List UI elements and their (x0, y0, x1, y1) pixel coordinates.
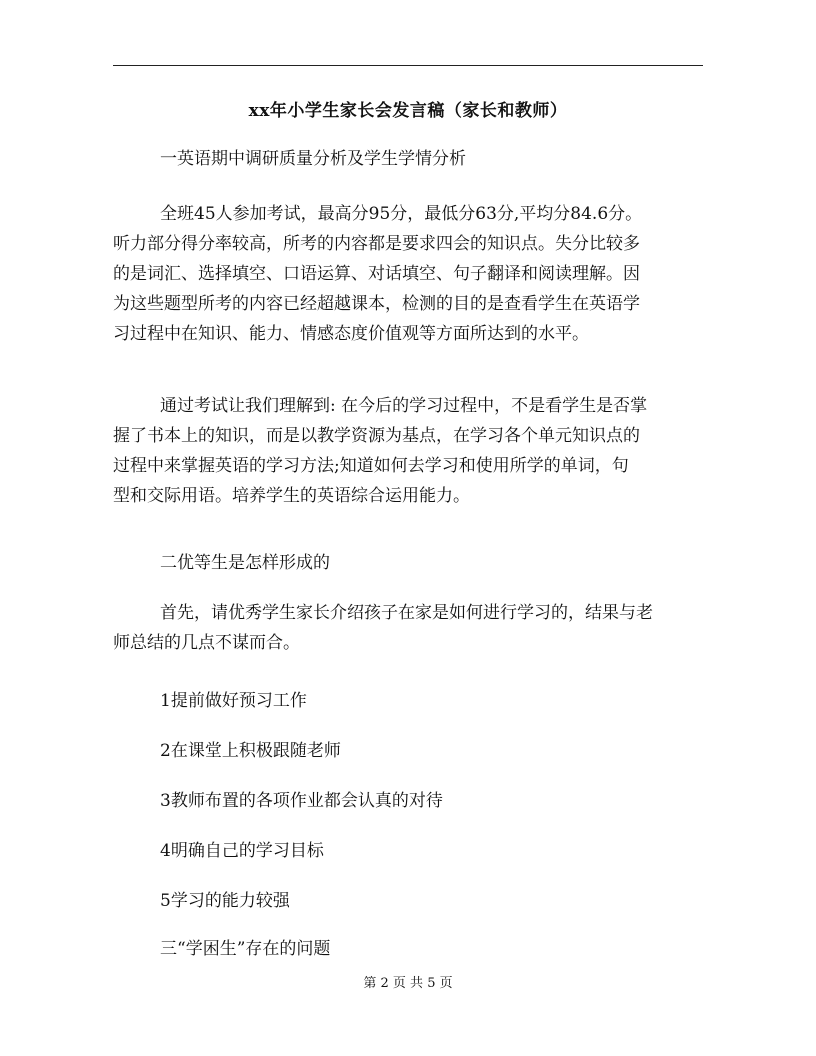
list-item (113, 886, 703, 916)
section-heading-2 (113, 548, 703, 578)
paragraph-line: 型和交际用语。培养学生的英语综合运用能力。 (113, 486, 470, 506)
paragraph-line: 过程中来掌握英语的学习方法;知道如何去学习和使用所学的单词，句 (113, 456, 629, 476)
list-item-text: 5学习的能力较强 (160, 891, 290, 911)
list-item-text: 1提前做好预习工作 (160, 691, 307, 711)
list-item (113, 686, 703, 716)
list-item-text: 4明确自己的学习目标 (160, 841, 324, 861)
list-item (113, 836, 703, 866)
paragraph-parent-intro (113, 598, 703, 658)
paragraph-line: 通过考试让我们理解到: 在今后的学习过程中，不是看学生是否掌 (160, 396, 648, 416)
paragraph-exam-summary (113, 199, 703, 349)
paragraph-line: 听力部分得分率较高，所考的内容都是要求四会的知识点。失分比较多 (113, 234, 640, 254)
section-heading-text: 一英语期中调研质量分析及学生学情分析 (160, 149, 466, 169)
paragraph-exam-insight (113, 391, 703, 511)
paragraph-line: 习过程中在知识、能力、情感态度价值观等方面所达到的水平。 (113, 324, 589, 344)
header-rule (113, 65, 703, 66)
list-item-text: 3教师布置的各项作业都会认真的对待 (160, 791, 443, 811)
document-title: xx年小学生家长会发言稿（家长和教师） (248, 101, 568, 121)
section-heading-3 (113, 934, 703, 964)
section-heading-1 (113, 144, 703, 174)
list-item (113, 786, 703, 816)
paragraph-line: 为这些题型所考的内容已经超越课本，检测的目的是查看学生在英语学 (113, 294, 640, 314)
paragraph-line: 首先，请优秀学生家长介绍孩子在家是如何进行学习的，结果与老 (160, 603, 653, 623)
list-item-text: 2在课堂上积极跟随老师 (160, 741, 341, 761)
section-heading-text: 三“学困生”存在的问题 (160, 939, 331, 959)
paragraph-line: 握了书本上的知识，而是以教学资源为基点，在学习各个单元知识点的 (113, 426, 640, 446)
page-number-footer: 第 2 页 共 5 页 (363, 976, 453, 991)
paragraph-line: 全班45人参加考试，最高分95分，最低分63分,平均分84.6分。 (160, 204, 643, 224)
paragraph-line: 的是词汇、选择填空、口语运算、对话填空、句子翻译和阅读理解。因 (113, 264, 640, 284)
list-item (113, 736, 703, 766)
section-heading-text: 二优等生是怎样形成的 (160, 553, 330, 573)
paragraph-line: 师总结的几点不谋而合。 (113, 633, 300, 653)
